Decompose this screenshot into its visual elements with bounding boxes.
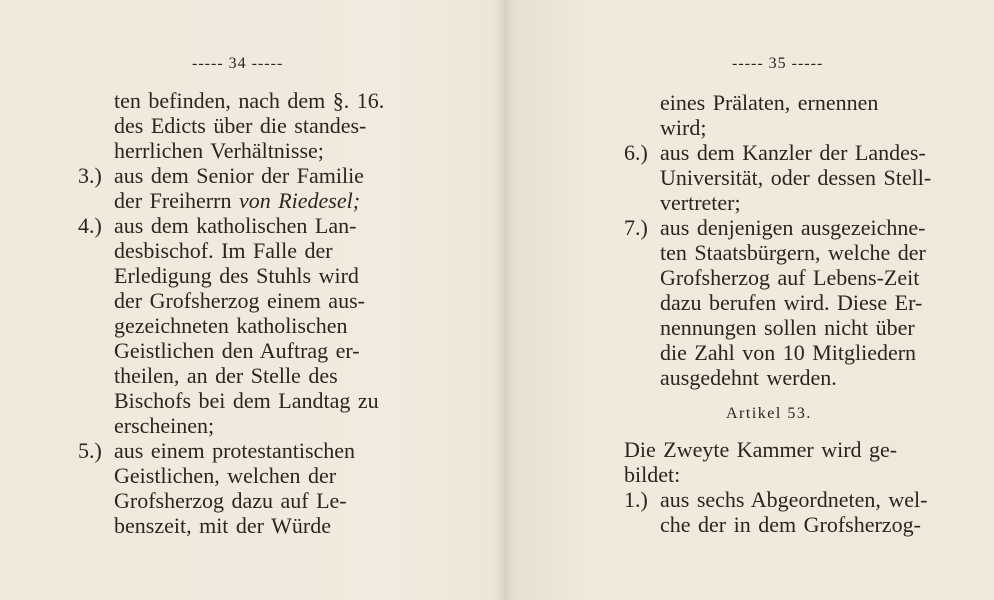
item-number-5: 5.) xyxy=(78,438,102,463)
left-line-2: des Edicts über die standes- xyxy=(114,113,367,138)
left-line-9: der Grofsherzog einem aus- xyxy=(114,288,365,313)
left-line-1: ten befinden, nach dem §. 16. xyxy=(114,88,385,113)
right-page xyxy=(506,0,994,600)
riedesel-name: von Riedesel; xyxy=(238,188,361,213)
left-line-4: aus dem Senior der Familie xyxy=(114,163,364,188)
left-page-number: ----- 34 ----- xyxy=(192,55,284,72)
right-line-10: nennungen sollen nicht über xyxy=(660,315,915,340)
right-line-3: aus dem Kanzler der Landes- xyxy=(660,140,926,165)
item-number-4: 4.) xyxy=(78,213,102,238)
right-line-2: wird; xyxy=(660,115,707,140)
item-number-6: 6.) xyxy=(624,140,648,165)
left-line-18: benszeit, mit der Würde xyxy=(114,513,331,538)
left-line-17: Grofsherzog dazu auf Le- xyxy=(114,488,347,513)
left-line-15: aus einem protestantischen xyxy=(114,438,356,463)
right-line-15: aus sechs Abgeordneten, wel- xyxy=(660,487,928,512)
right-line-1: eines Prälaten, ernennen xyxy=(660,90,879,115)
left-line-5: der Freiherrn von Riedesel; xyxy=(114,188,361,213)
right-line-16: che der in dem Grofsherzog- xyxy=(660,512,921,537)
left-line-7: desbischof. Im Falle der xyxy=(114,238,333,263)
left-line-13: Bischofs bei dem Landtag zu xyxy=(114,388,379,413)
item-number-1: 1.) xyxy=(624,487,648,512)
right-line-11: die Zahl von 10 Mitgliedern xyxy=(660,340,917,365)
article-heading: Artikel 53. xyxy=(726,405,812,422)
left-line-6: aus dem katholischen Lan- xyxy=(114,213,357,238)
right-line-8: Grofsherzog auf Lebens-Zeit xyxy=(660,265,920,290)
left-line-8: Erledigung des Stuhls wird xyxy=(114,263,359,288)
right-line-9: dazu berufen wird. Diese Er- xyxy=(660,290,923,315)
left-line-16: Geistlichen, welchen der xyxy=(114,463,337,488)
left-line-12: theilen, an der Stelle des xyxy=(114,363,338,388)
right-page-number: ----- 35 ----- xyxy=(732,55,824,72)
left-line-14: erscheinen; xyxy=(114,413,215,438)
right-line-13: Die Zweyte Kammer wird ge- xyxy=(624,437,898,462)
right-line-7: ten Staatsbürgern, welche der xyxy=(660,240,926,265)
right-line-6: aus denjenigen ausgezeichne- xyxy=(660,215,926,240)
right-line-14: bildet: xyxy=(624,462,681,487)
right-line-12: ausgedehnt werden. xyxy=(660,365,837,390)
right-line-5: vertreter; xyxy=(660,190,741,215)
item-number-3: 3.) xyxy=(78,163,102,188)
left-line-10: gezeichneten katholischen xyxy=(114,313,348,338)
left-line-11: Geistlichen den Auftrag er- xyxy=(114,338,360,363)
item-number-7: 7.) xyxy=(624,215,648,240)
left-line-3: herrlichen Verhältnisse; xyxy=(114,138,324,163)
right-line-4: Universität, oder dessen Stell- xyxy=(660,165,932,190)
